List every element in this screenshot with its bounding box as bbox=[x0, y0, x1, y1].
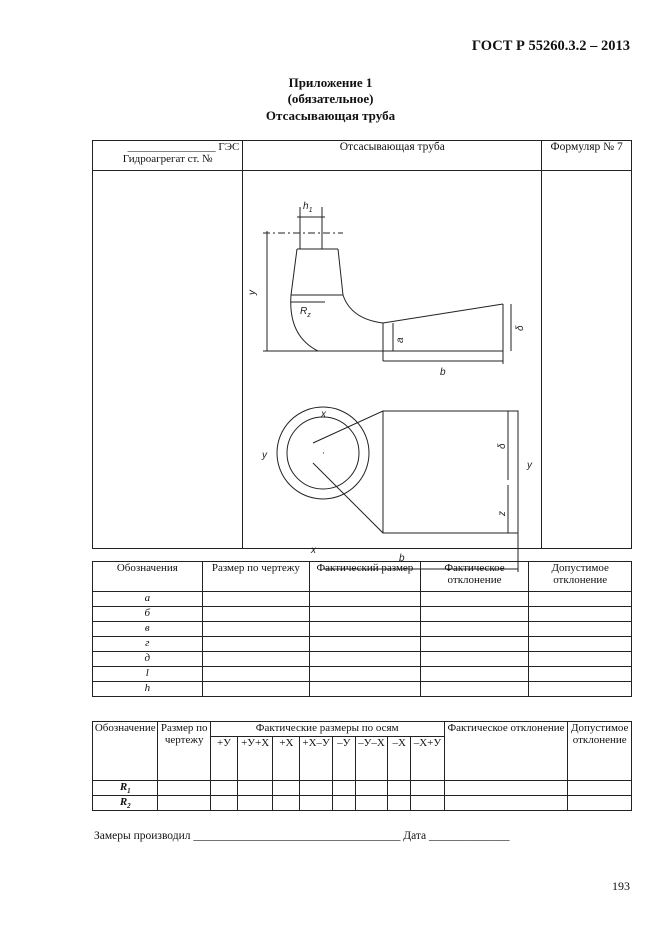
t1-cell[interactable] bbox=[202, 682, 309, 697]
t1-cell[interactable] bbox=[310, 637, 421, 652]
t2-cell[interactable] bbox=[273, 796, 300, 811]
y-left-label: у bbox=[262, 450, 268, 461]
t2-cell[interactable] bbox=[158, 781, 210, 796]
plan-lower-edge bbox=[313, 463, 383, 533]
date-label: Дата bbox=[403, 830, 427, 842]
t1-h-allowed-deviation: Допустимое отклонение bbox=[529, 562, 632, 592]
t2-cell[interactable] bbox=[300, 796, 332, 811]
t1-cell[interactable] bbox=[420, 667, 529, 682]
t2-row-label-r1: $R_1$ bbox=[93, 781, 158, 796]
form-table bbox=[92, 140, 632, 564]
r-label: $R_z$ bbox=[300, 306, 312, 319]
t2-cell[interactable] bbox=[300, 781, 332, 796]
b-side-label: b bbox=[440, 367, 446, 378]
appendix-title: Приложение 1 bbox=[288, 75, 373, 90]
t1-row-label: l bbox=[93, 667, 203, 682]
t1-row-label: h bbox=[93, 682, 203, 697]
t1-cell[interactable] bbox=[529, 592, 632, 607]
drawing-cell bbox=[243, 171, 542, 564]
t1-cell[interactable] bbox=[202, 652, 309, 667]
t2-cell[interactable] bbox=[238, 796, 273, 811]
form-header-right: Формуляр № 7 bbox=[542, 141, 632, 171]
t1-cell[interactable] bbox=[310, 622, 421, 637]
t1-row-label: в bbox=[93, 622, 203, 637]
t1-cell[interactable] bbox=[420, 637, 529, 652]
t1-h-designation: Обозначения bbox=[93, 562, 203, 592]
document-title: Отсасывающая труба bbox=[265, 108, 396, 123]
t2-axis-plus-x: +Х bbox=[273, 737, 300, 781]
measured-by-field[interactable]: ____________________________________ bbox=[193, 830, 401, 842]
t1-h-actual-size: Фактический размер bbox=[310, 562, 421, 592]
t1-cell[interactable] bbox=[420, 682, 529, 697]
t2-cell[interactable] bbox=[355, 796, 387, 811]
t2-row-label-r2: $R_2$ bbox=[93, 796, 158, 811]
dimensions-table bbox=[92, 561, 632, 697]
t2-cell[interactable] bbox=[332, 796, 355, 811]
draft-tube-outline-upper bbox=[338, 249, 503, 323]
t1-cell[interactable] bbox=[529, 622, 632, 637]
t2-axis-plus-x-minus-y: +Х–У bbox=[300, 737, 332, 781]
t2-cell[interactable] bbox=[411, 781, 444, 796]
form-header-center: Отсасывающая труба bbox=[243, 141, 542, 171]
z-label: z bbox=[497, 511, 509, 516]
t2-cell[interactable] bbox=[444, 796, 568, 811]
form-header-left bbox=[93, 141, 243, 171]
t2-cell[interactable] bbox=[158, 796, 210, 811]
draft-tube-drawing bbox=[243, 171, 541, 564]
t2-cell[interactable] bbox=[355, 781, 387, 796]
form-left-blank bbox=[93, 171, 243, 549]
t2-cell[interactable] bbox=[388, 781, 411, 796]
measured-by-label: Замеры производил bbox=[94, 830, 191, 842]
y-right-label: у bbox=[527, 460, 533, 471]
t2-cell[interactable] bbox=[388, 796, 411, 811]
t1-cell[interactable] bbox=[529, 667, 632, 682]
form-right-blank bbox=[542, 171, 632, 549]
t2-cell[interactable] bbox=[273, 781, 300, 796]
t1-cell[interactable] bbox=[202, 592, 309, 607]
t2-axis-minus-x: –Х bbox=[388, 737, 411, 781]
t1-row-label: а bbox=[93, 592, 203, 607]
b-plan-label: b bbox=[399, 553, 405, 564]
t1-row-label: г bbox=[93, 637, 203, 652]
t2-cell[interactable] bbox=[332, 781, 355, 796]
t1-row-label: д bbox=[93, 652, 203, 667]
a-label: a bbox=[395, 337, 407, 343]
h1-label: $h_1$ bbox=[303, 201, 313, 214]
t1-h-drawing-size: Размер по чертежу bbox=[202, 562, 309, 592]
t2-axis-minus-y: –У bbox=[332, 737, 355, 781]
delta-side-label: δ bbox=[515, 325, 527, 331]
t1-cell[interactable] bbox=[310, 592, 421, 607]
x-bottom-label: x bbox=[311, 545, 317, 556]
t2-cell[interactable] bbox=[568, 796, 632, 811]
t1-cell[interactable] bbox=[310, 682, 421, 697]
t1-row-label: б bbox=[93, 607, 203, 622]
page-number: 193 bbox=[612, 879, 630, 893]
t1-h-actual-deviation: Фактическое отклонение bbox=[420, 562, 529, 592]
draft-tube-outline bbox=[291, 249, 383, 351]
appendix-kind: (обязательное) bbox=[287, 91, 374, 106]
t1-cell[interactable] bbox=[202, 607, 309, 622]
t1-cell[interactable] bbox=[529, 682, 632, 697]
t1-cell[interactable] bbox=[202, 667, 309, 682]
t1-cell[interactable] bbox=[310, 607, 421, 622]
t1-cell[interactable] bbox=[529, 652, 632, 667]
t2-cell[interactable] bbox=[444, 781, 568, 796]
t2-h-designation: Обозначение bbox=[93, 722, 158, 781]
signature-line bbox=[94, 830, 510, 842]
t1-cell[interactable] bbox=[310, 667, 421, 682]
t1-cell[interactable] bbox=[420, 622, 529, 637]
t2-cell[interactable] bbox=[210, 781, 237, 796]
t1-cell[interactable] bbox=[202, 622, 309, 637]
t2-cell[interactable] bbox=[238, 781, 273, 796]
t2-h-drawing-size: Размер по чертежу bbox=[158, 722, 210, 781]
delta-plan-label: δ bbox=[497, 443, 509, 449]
t1-cell[interactable] bbox=[529, 637, 632, 652]
t2-axis-plus-y: +У bbox=[210, 737, 237, 781]
t1-cell[interactable] bbox=[420, 592, 529, 607]
ges-line: ________________ ГЭС bbox=[127, 141, 240, 153]
date-field[interactable]: ______________ bbox=[429, 830, 510, 842]
t2-h-actual-group: Фактические размеры по осям bbox=[210, 722, 444, 737]
t2-h-allowed-deviation: Допустимое отклонение bbox=[568, 722, 632, 781]
y-side-label: у bbox=[247, 290, 259, 295]
axes-table bbox=[92, 721, 632, 811]
t1-cell[interactable] bbox=[420, 652, 529, 667]
t1-cell[interactable] bbox=[202, 637, 309, 652]
unit-line: Гидроагрегат ст. № bbox=[122, 153, 213, 165]
x-top-label: x bbox=[321, 409, 327, 420]
t2-cell[interactable] bbox=[411, 796, 444, 811]
t2-axis-plus-y-plus-x: +У+Х bbox=[238, 737, 273, 781]
t2-axis-minus-x-plus-y: –Х+У bbox=[411, 737, 444, 781]
t2-cell[interactable] bbox=[568, 781, 632, 796]
t2-axis-minus-y-minus-x: –У–Х bbox=[355, 737, 387, 781]
t2-h-actual-deviation: Фактическое отклонение bbox=[444, 722, 568, 781]
t1-cell[interactable] bbox=[420, 607, 529, 622]
t1-cell[interactable] bbox=[529, 607, 632, 622]
t2-cell[interactable] bbox=[210, 796, 237, 811]
t1-cell[interactable] bbox=[310, 652, 421, 667]
standard-header: ГОСТ Р 55260.3.2 – 2013 bbox=[471, 38, 630, 54]
